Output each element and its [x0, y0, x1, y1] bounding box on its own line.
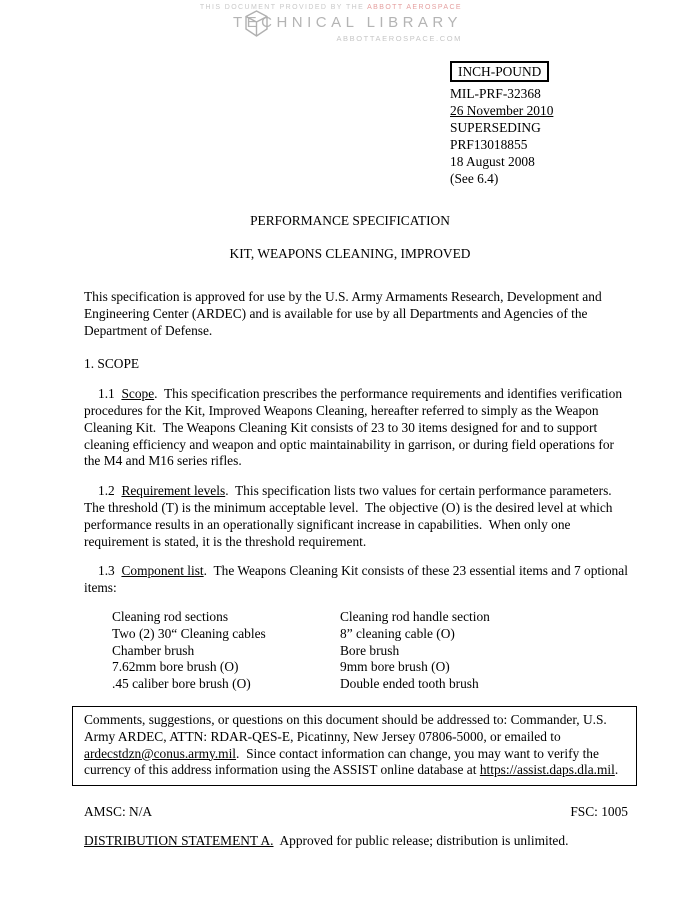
superseded-date: 18 August 2008: [450, 154, 535, 169]
section-text: . This specification lists two values for certain performance parameters. The threshold (T) is the minimum acceptable level. The objective (O) is the desired level at which performance results in an operationally significant increase in capabilities. When only one requirement is stated, it is the threshold requirement.: [84, 483, 619, 549]
technical-library-title: TECHNICAL LIBRARY: [232, 14, 462, 31]
scope-heading: 1. SCOPE: [84, 356, 140, 372]
amsc-code: AMSC: N/A: [84, 804, 153, 820]
superseded-number: PRF13018855: [450, 137, 528, 152]
superseding-label: SUPERSEDING: [450, 120, 541, 135]
document-id-block: [450, 61, 700, 187]
list-item: 9mm bore brush (O): [340, 659, 450, 675]
section-label: Requirement levels: [121, 483, 226, 499]
fsc-code: FSC: 1005: [570, 804, 628, 820]
section-1-2-paragraph: [84, 483, 628, 550]
component-list: [112, 609, 628, 693]
section-number: 1.2: [98, 483, 122, 499]
spec-date: 26 November 2010: [450, 103, 554, 118]
provider-brand-name: ABBOTT AEROSPACE: [367, 4, 462, 11]
spec-number: MIL-PRF-32368: [450, 86, 541, 101]
assist-database-link[interactable]: https://assist.daps.dla.mil: [479, 762, 615, 778]
component-list-right-column: [340, 609, 490, 693]
distribution-statement: [84, 833, 628, 850]
list-item: 8” cleaning cable (O): [340, 625, 455, 641]
provided-by-text: THIS DOCUMENT PROVIDED BY THE: [199, 4, 368, 11]
provider-watermark-header: [0, 0, 462, 43]
approval-paragraph: This specification is approved for use by the U.S. Army Armaments Research, Development and Engineering Center (ARDEC) and is available for use by all Departments and Agencies of the Department of Defense.: [84, 289, 606, 338]
main-content: [0, 289, 700, 850]
distribution-statement-label: DISTRIBUTION STATEMENT A.: [84, 832, 274, 848]
section-1-3-paragraph: [84, 563, 632, 597]
document-title-line1: PERFORMANCE SPECIFICATION: [250, 213, 450, 228]
list-item: Double ended tooth brush: [340, 676, 479, 692]
distribution-statement-text: Approved for public release; distribution is unlimited.: [273, 832, 569, 848]
email-link[interactable]: ardecstdzn@conus.army.mil: [84, 745, 237, 761]
section-number: 1.1: [98, 386, 122, 402]
inch-pound-designator: INCH-POUND: [450, 61, 549, 82]
comments-text: . Since contact information can change, you may want to verify the currency of this address information using the ASSIST online database at: [84, 745, 603, 778]
section-text: . This specification prescribes the performance requirements and identifies verification procedures for the Kit, Improved Weapons Cleaning, hereafter referred to simply as the Weapon Cleaning Kit. The Weapons Cleaning Kit consists of 23 to 30 items designed for and to support cleaning efficiency and weapon and optic maintainability in garrison, or during field operations for the M4 and M16 series rifles.: [84, 386, 626, 469]
section-text: . The Weapons Cleaning Kit consists of these 23 essential items and 7 optional items:: [84, 563, 632, 596]
list-item: Bore brush: [340, 642, 400, 658]
component-list-left-column: [112, 609, 340, 693]
list-item: Two (2) 30“ Cleaning cables: [112, 625, 266, 641]
list-item: Chamber brush: [112, 642, 195, 658]
list-item: 7.62mm bore brush (O): [112, 659, 239, 675]
comments-text: .: [614, 762, 619, 778]
comments-address-box: [72, 706, 637, 786]
section-1-1-paragraph: [84, 386, 628, 470]
provider-site-url: ABBOTTAEROSPACE.COM: [336, 34, 462, 43]
section-label: Scope: [121, 386, 155, 402]
list-item: .45 caliber bore brush (O): [112, 676, 251, 692]
provided-by-line: [0, 4, 462, 11]
list-item: Cleaning rod handle section: [340, 608, 490, 624]
section-label: Component list: [121, 563, 204, 579]
comments-text: Comments, suggestions, or questions on this document should be addressed to: Commander, U.S. Army ARDEC, ATTN: RDAR-QES-E, Picatinny, New Jersey 07806-5000, or emailed to: [84, 711, 610, 744]
amsc-fsc-line: [84, 804, 628, 821]
document-title-line2: KIT, WEAPONS CLEANING, IMPROVED: [229, 246, 471, 261]
list-item: Cleaning rod sections: [112, 608, 229, 624]
see-note: (See 6.4): [450, 171, 499, 186]
section-number: 1.3: [98, 563, 122, 579]
abbott-aerospace-cube-logo-icon: [244, 9, 269, 43]
